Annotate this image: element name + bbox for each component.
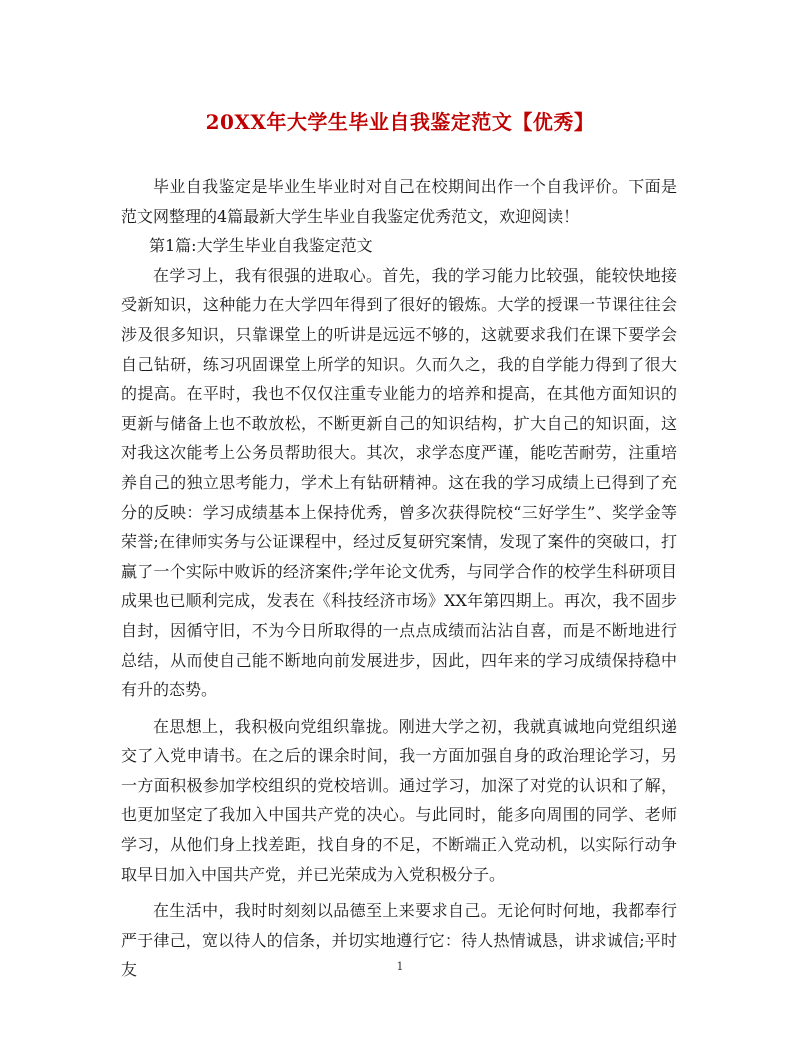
intro-paragraph: 毕业自我鉴定是毕业生毕业时对自己在校期间出作一个自我评价。下面是范文网整理的4篇最新大学生毕业自我鉴定优秀范文，欢迎阅读！: [121, 177, 677, 226]
study-paragraph: 在学习上，我有很强的进取心。首先，我的学习能力比较强，能较快地接受新知识，这种能力在大学四年得到了很好的锻炼。大学的授课一节课往往会涉及很多知识，只靠课堂上的听讲是远远不够的，这就要求我们在课下要学会自己钻研，练习巩固课堂上所学的知识。久而久之，我的自学能力得到了很大的提高。在平时，我也不仅仅注重专业能力的培养和提高，在其他方面知识的更新与储备上也不敢放松，不断更新自己的知识结构，扩大自己的知识面，这对我这次能考上公务员帮助很大。其次，求学态度严谨，能吃苦耐劳，注重培养自己的独立思考能力，学术上有钻研精神。这在我的学习成绩上已得到了充分的反映：学习成绩基本上保持优秀，曾多次获得院校“三好学生”、奖学金等荣誉;在律师实务与公证课程中，经过反复研究案情，发现了案件的突破口，打赢了一个实际中败诉的经济案件;学年论文优秀，与同学合作的校学生科研项目成果也已顺利完成，发表在《科技经济市场》XX年第四期上。再次，我不固步自封，因循守旧，不为今日所取得的一点点成绩而沾沾自喜，而是不断地进行总结，从而使自己能不断地向前发展进步，因此，四年来的学习成绩保持稳中有升的态势。: [121, 265, 677, 700]
section-heading: 第1篇:大学生毕业自我鉴定范文: [149, 236, 373, 256]
thought-paragraph: 在思想上，我积极向党组织靠拢。刚进大学之初，我就真诚地向党组织递交了入党申请书。在之后的课余时间，我一方面加强自身的政治理论学习，另一方面积极参加学校组织的党校培训。通过学习，加深了对党的认识和了解，也更加坚定了我加入中国共产党的决心。与此同时，能多向周围的同学、老师学习，从他们身上找差距，找自身的不足，不断端正入党动机，以实际行动争取早日加入中国共产党，并已光荣成为入党积极分子。: [121, 716, 677, 884]
life-paragraph: 在生活中，我时时刻刻以品德至上来要求自己。无论何时何地，我都奉行严于律己，宽以待人的信条，并切实地遵行它：待人热情诚恳，讲求诚信;平时友: [121, 901, 677, 980]
page-title: 20XX年大学生毕业自我鉴定范文【优秀】: [205, 110, 595, 134]
page-number: 1: [396, 960, 404, 973]
document-body: [121, 172, 677, 985]
